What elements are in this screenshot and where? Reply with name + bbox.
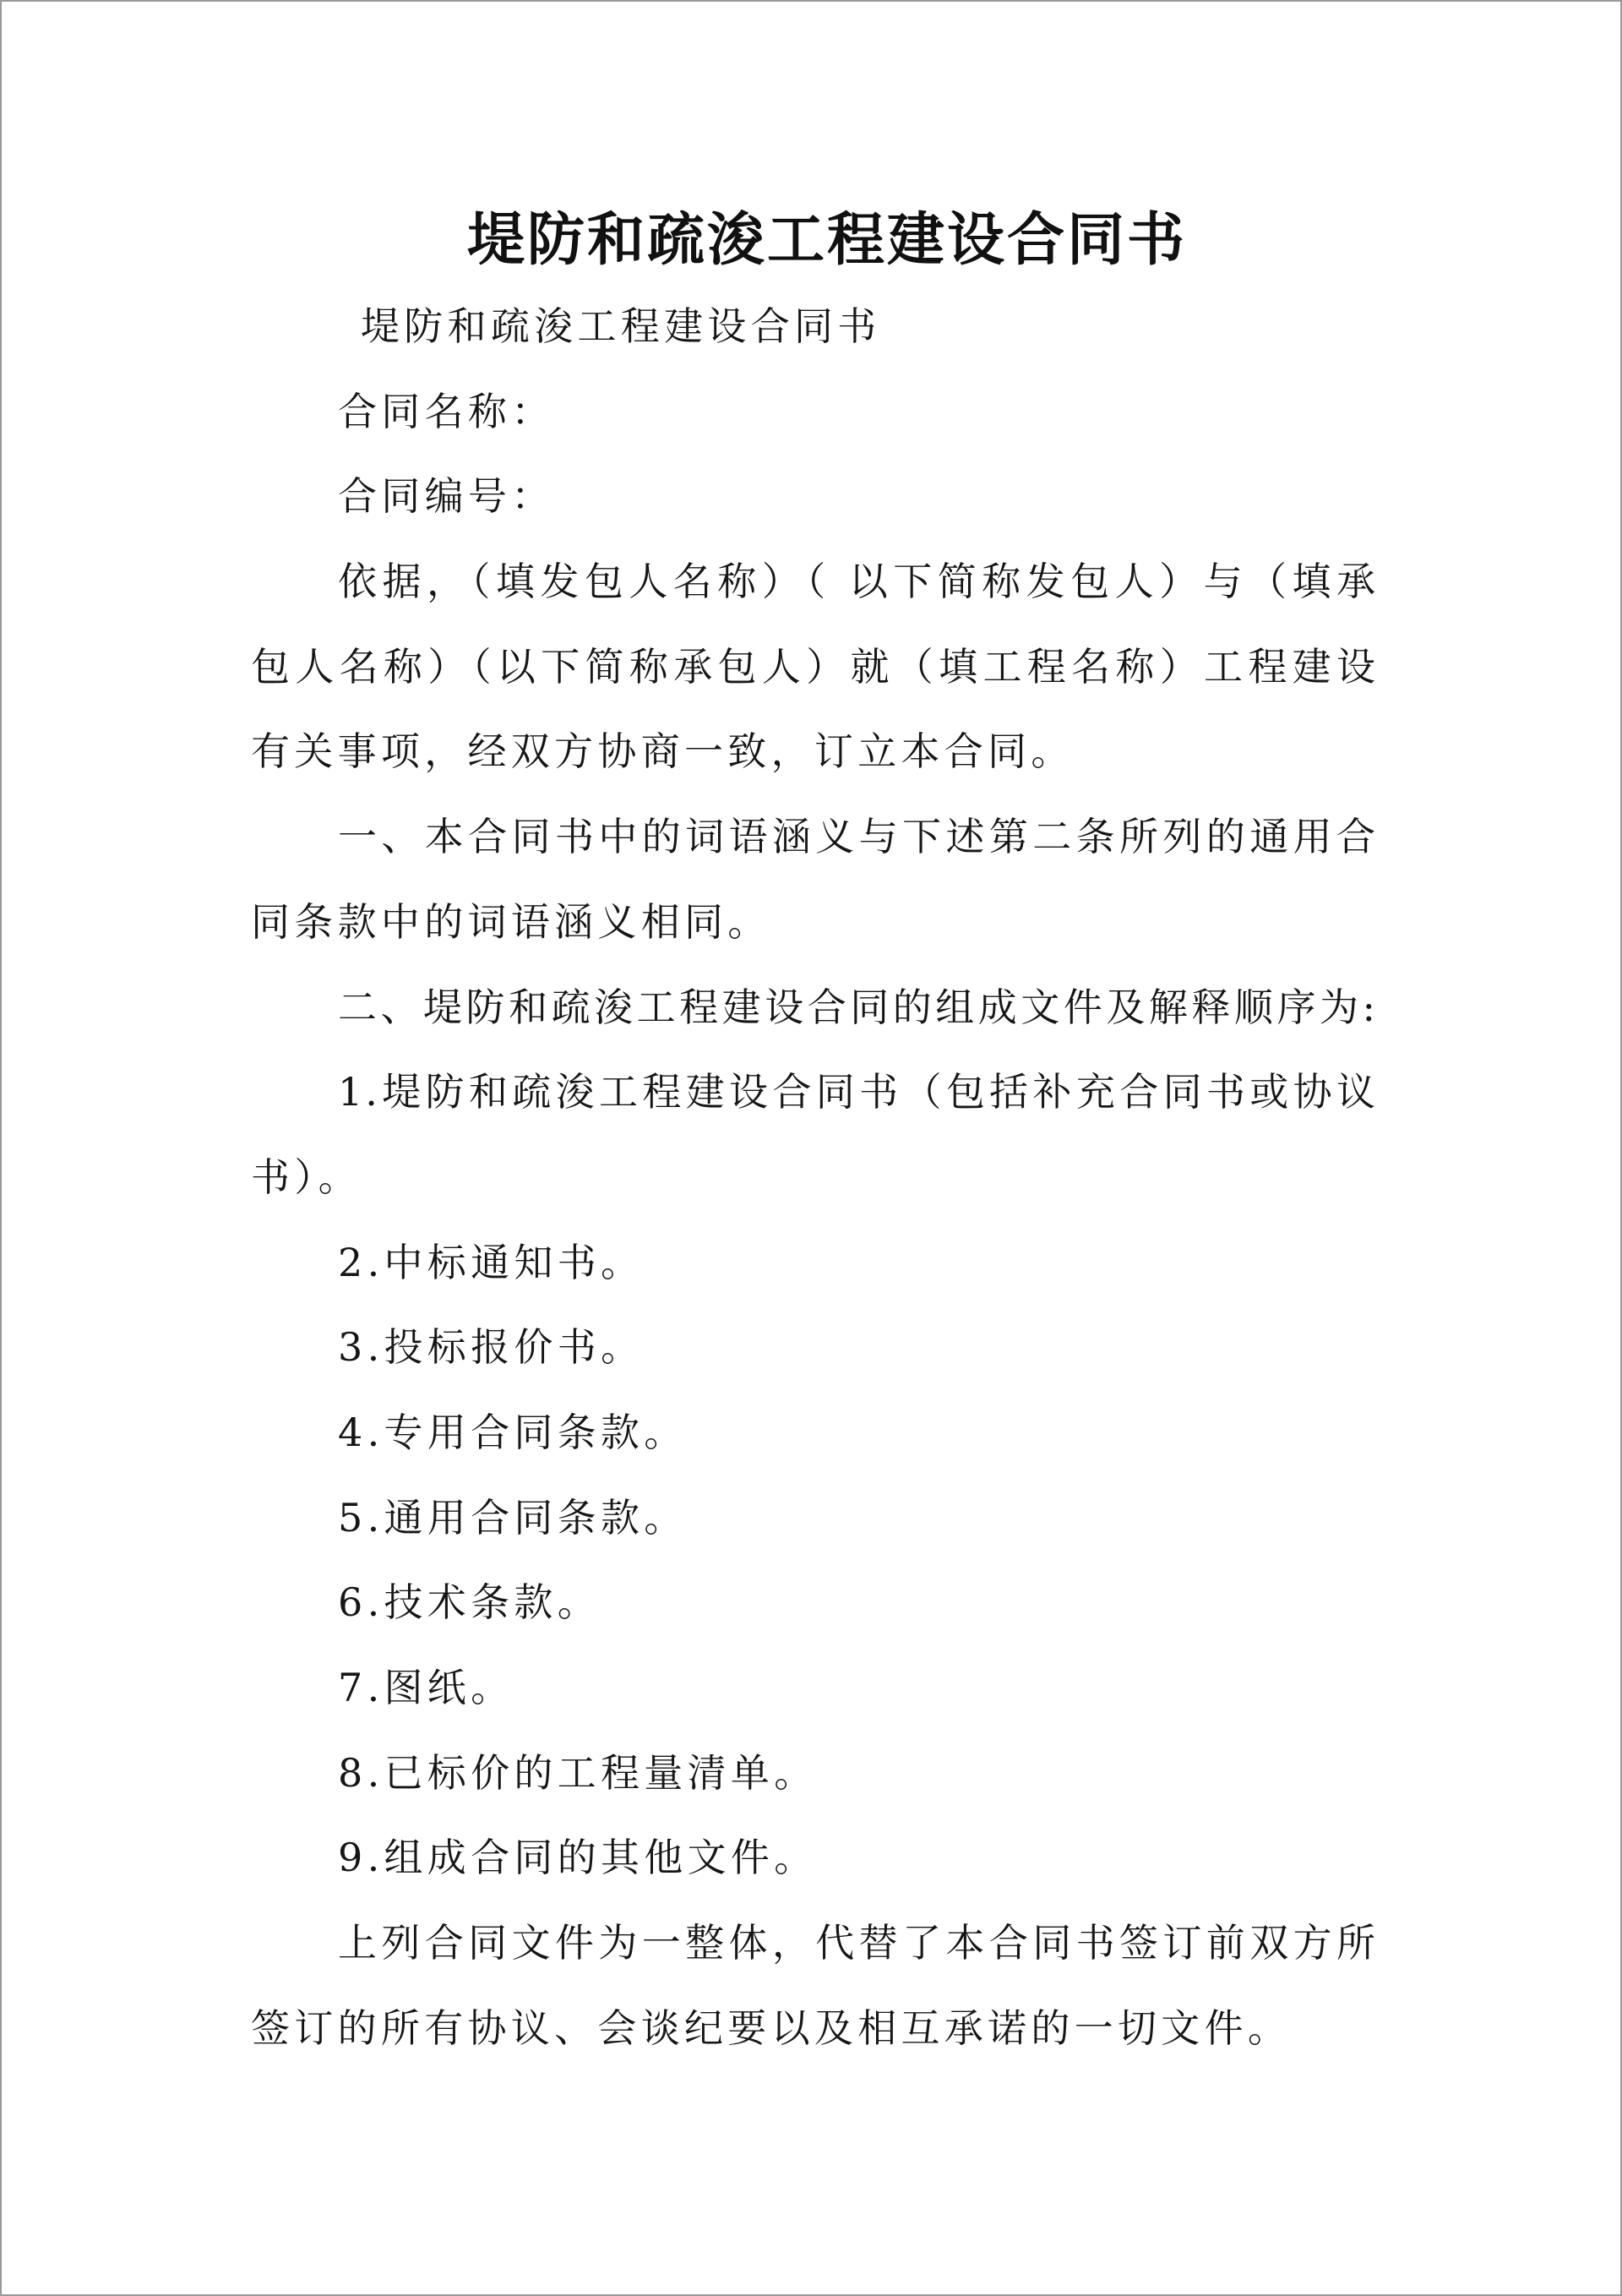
text-line: 有关事项，经双方协商一致，订立本合同。 [251, 728, 1075, 775]
list-item-2 [251, 1220, 1378, 1306]
list-item-5 [251, 1475, 1378, 1561]
text-line: 9.组成合同的其他文件。 [338, 1835, 818, 1881]
text-line: 上列合同文件为一整体，代替了本合同书签订前双方所 [338, 1920, 1378, 1966]
list-item-6 [251, 1560, 1378, 1645]
paragraph-preamble [251, 539, 1378, 794]
document-body [251, 284, 1378, 2070]
text-line: 2.中标通知书。 [338, 1239, 645, 1285]
text-line: 包人名称）（以下简称承包人）就（填工程名称）工程建设 [251, 643, 1378, 690]
paragraph-clause-1 [251, 794, 1378, 964]
text-line: 8.已标价的工程量清单。 [338, 1749, 818, 1796]
field-contract-number [251, 454, 1378, 539]
text-line: 4.专用合同条款。 [338, 1409, 688, 1455]
list-item-9 [251, 1815, 1378, 1901]
text-line: 堤防和疏浚工程建设合同书 [361, 303, 881, 349]
text-line: 7.图纸。 [338, 1665, 514, 1710]
text-line: 书）。 [251, 1153, 362, 1200]
text-line: 合同名称： [338, 388, 555, 434]
document-title: 堤防和疏浚工程建设合同书 [466, 206, 1187, 274]
text-line: 6.技术条款。 [338, 1579, 601, 1626]
text-line: 3.投标报价书。 [338, 1324, 645, 1371]
paragraph-subtitle [251, 284, 1378, 369]
text-line: 签订的所有协议、会谈纪要以及相互承诺的一切文件。 [251, 2004, 1292, 2051]
list-item-1 [251, 1050, 1378, 1219]
list-item-4 [251, 1390, 1378, 1475]
text-line: 1.堤防和疏浚工程建设合同书（包括补充合同书或协议 [338, 1069, 1378, 1115]
text-line: 同条款中的词语涵义相同。 [251, 898, 771, 945]
list-item-7 [251, 1645, 1378, 1731]
text-line: 5.通用合同条款。 [338, 1494, 688, 1541]
text-line: 依据，（填发包人名称）（ 以下简称发包人）与（填承 [338, 559, 1378, 605]
paragraph-clause-2 [251, 965, 1378, 1050]
paragraph-closing [251, 1901, 1378, 2070]
text-line: 合同编号： [338, 473, 555, 520]
text-line: 二、堤防和疏浚工程建设合同的组成文件及解释顺序为: [338, 984, 1378, 1030]
list-item-8 [251, 1731, 1378, 1816]
text-line: 一、本合同书中的词语涵义与下述第二条所列的通用合 [338, 814, 1378, 860]
list-item-3 [251, 1305, 1378, 1390]
field-contract-name [251, 369, 1378, 455]
